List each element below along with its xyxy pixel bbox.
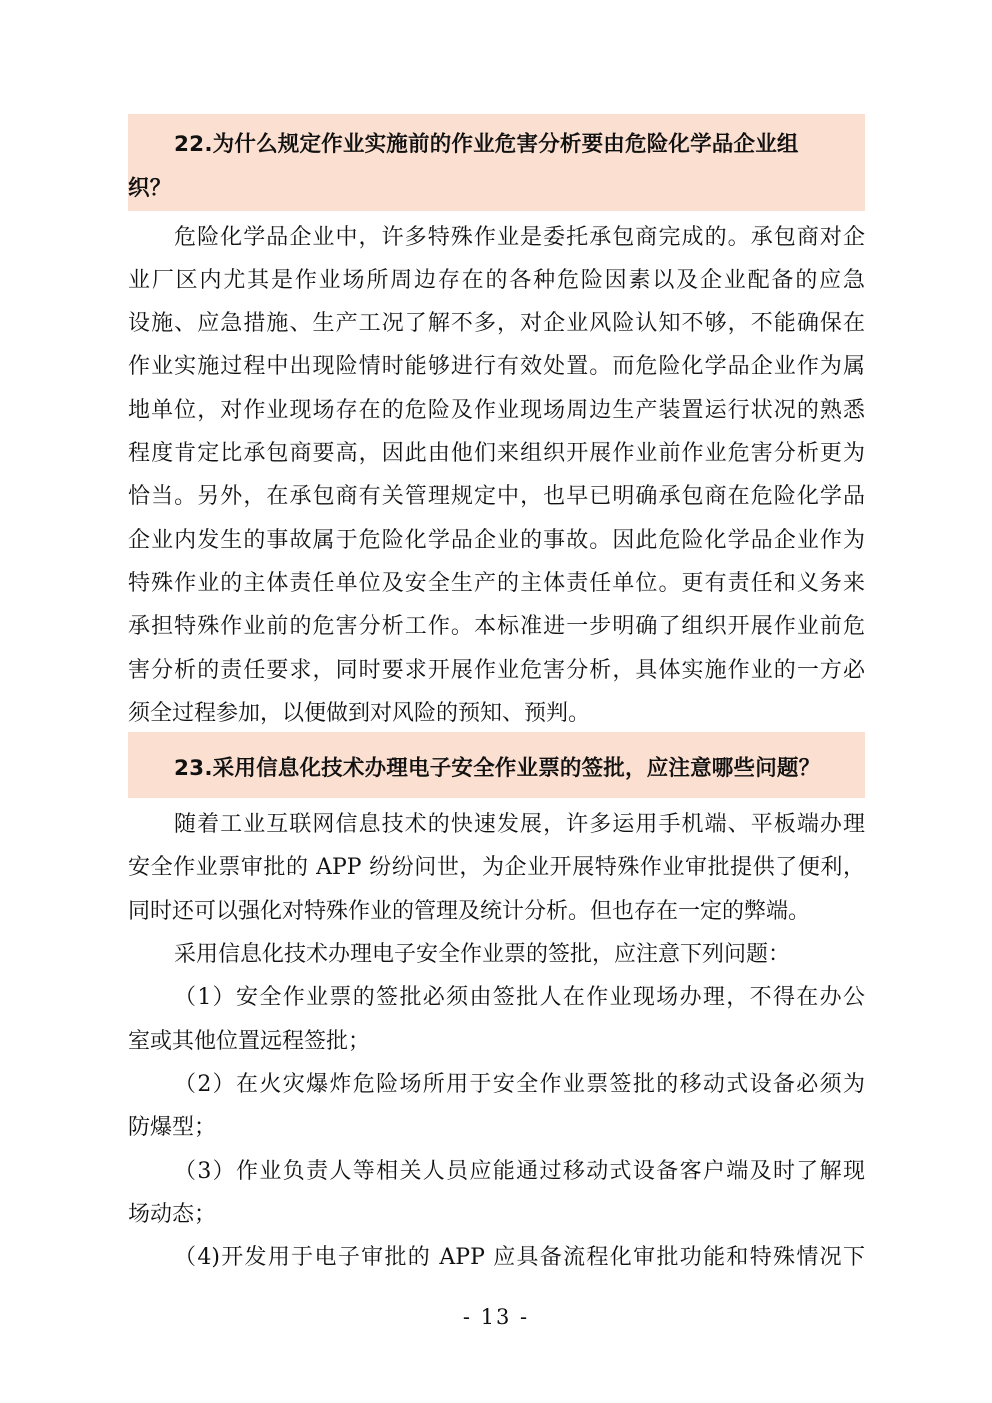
question-23-heading-text: 23.采用信息化技术办理电子安全作业票的签批，应注意哪些问题？	[174, 756, 821, 781]
list-item-2: （2）在火灾爆炸危险场所用于安全作业票签批的移动式设备必须为	[174, 1072, 865, 1097]
answer-line: 害分析的责任要求，同时要求开展作业危害分析，具体实施作业的一方必	[128, 658, 865, 683]
list-item-1-continuation: 室或其他位置远程签批；	[128, 1029, 371, 1054]
page-number: - 13 -	[462, 1305, 530, 1329]
list-item-4: （4)开发用于电子审批的 APP 应具备流程化审批功能和特殊情况下	[174, 1245, 865, 1270]
answer-line: 恰当。另外，在承包商有关管理规定中，也早已明确承包商在危险化学品	[128, 484, 865, 509]
list-item-1: （1）安全作业票的签批必须由签批人在作业现场办理，不得在办公	[174, 985, 865, 1010]
answer-line: 业厂区内尤其是作业场所周边存在的各种危险因素以及企业配备的应急	[128, 268, 865, 293]
list-item-3-continuation: 场动态；	[128, 1202, 217, 1227]
list-item-3: （3）作业负责人等相关人员应能通过移动式设备客户端及时了解现	[174, 1159, 865, 1184]
answer-line: 地单位，对作业现场存在的危险及作业现场周边生产装置运行状况的熟悉	[128, 398, 865, 423]
answer-line: 程度肯定比承包商要高，因此由他们来组织开展作业前作业危害分析更为	[128, 441, 865, 466]
answer-line: 采用信息化技术办理电子安全作业票的签批，应注意下列问题：	[174, 942, 791, 967]
answer-line: 特殊作业的主体责任单位及安全生产的主体责任单位。更有责任和义务来	[128, 571, 865, 596]
answer-line: 企业内发生的事故属于危险化学品企业的事故。因此危险化学品企业作为	[128, 528, 865, 553]
question-22-heading-line-1: 22.为什么规定作业实施前的作业危害分析要由危险化学品企业组	[174, 132, 799, 157]
answer-line: 设施、应急措施、生产工况了解不多，对企业风险认知不够，不能确保在	[128, 311, 865, 336]
answer-line: 随着工业互联网信息技术的快速发展，许多运用手机端、平板端办理	[174, 812, 865, 837]
answer-line: 同时还可以强化对特殊作业的管理及统计分析。但也存在一定的弊端。	[128, 899, 811, 924]
list-item-2-continuation: 防爆型；	[128, 1115, 217, 1140]
question-23-heading	[128, 732, 865, 798]
answer-line: 须全过程参加，以便做到对风险的预知、预判。	[128, 701, 591, 726]
question-22-heading	[128, 114, 865, 211]
answer-line: 作业实施过程中出现险情时能够进行有效处置。而危险化学品企业作为属	[128, 354, 865, 379]
answer-line: 承担特殊作业前的危害分析工作。本标准进一步明确了组织开展作业前危	[128, 614, 865, 639]
question-22-heading-line-2: 织？	[128, 176, 172, 201]
answer-line: 危险化学品企业中，许多特殊作业是委托承包商完成的。承包商对企	[174, 225, 865, 250]
answer-line: 安全作业票审批的 APP 纷纷问世，为企业开展特殊作业审批提供了便利，	[128, 855, 865, 880]
